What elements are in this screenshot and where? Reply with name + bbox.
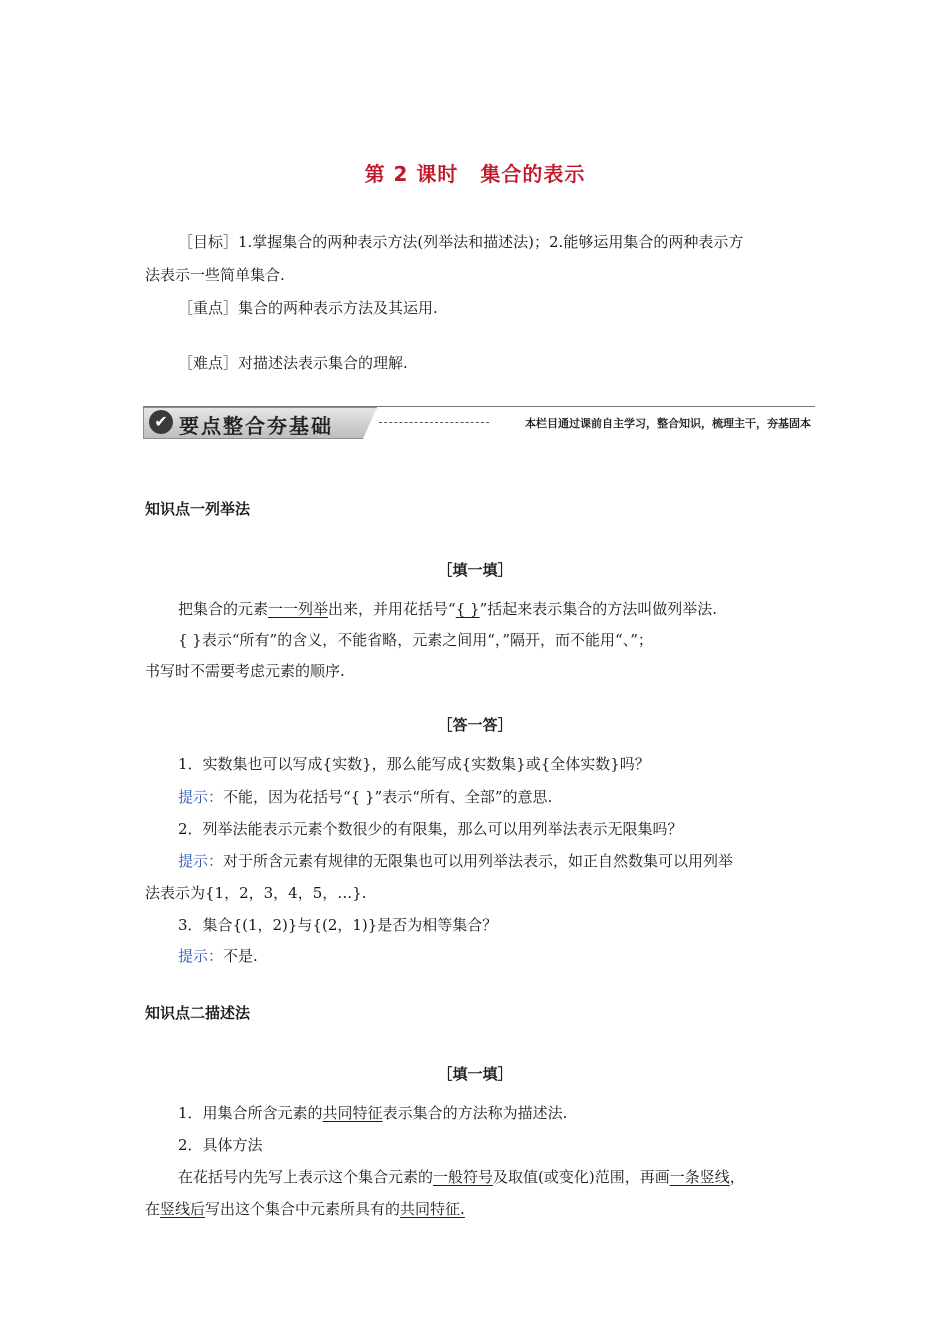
section-banner <box>143 405 815 439</box>
section1-fill-line-2: { }表示“所有”的含义，不能省略，元素之间用“，”隔开，而不能用“、”； <box>178 631 653 649</box>
answer-text: 不能，因为花括号“{ }”表示“所有、全部”的意思. <box>223 788 553 806</box>
difficulty: ［难点］对描述法表示集合的理解. <box>178 354 408 372</box>
section1-fill-line-1 <box>178 598 818 620</box>
text: ”括起来表示集合的方法叫做列举法. <box>479 600 718 618</box>
question-2: 2．列举法能表示元素个数很少的有限集，那么可以用列举法表示无限集吗？ <box>178 820 683 838</box>
section2-line-3 <box>178 1166 818 1188</box>
section1-fill-title: ［填一填］ <box>437 561 513 579</box>
title-lesson: 第 2 课时 <box>364 162 459 186</box>
section1-fill-line-3: 书写时不需要考虑元素的顺序. <box>145 662 345 680</box>
text: 及取值(或变化)范围，再画 <box>493 1168 670 1186</box>
banner-rule <box>143 406 815 407</box>
banner-label: 要点整合夯基础 <box>179 414 333 438</box>
title-topic: 集合的表示 <box>480 162 586 186</box>
check-icon: ✔ <box>149 410 173 434</box>
text: 1．用集合所含元素的 <box>178 1104 323 1122</box>
blank-answer: 共同特征 <box>322 1104 383 1122</box>
section2-line-1 <box>178 1102 818 1124</box>
section2-line-2: 2．具体方法 <box>178 1136 263 1154</box>
blank-answer: 一般符号 <box>433 1168 494 1186</box>
answer-2-cont: 法表示为{1，2，3，4，5，…}. <box>145 884 367 902</box>
section2-fill-title: ［填一填］ <box>437 1065 513 1083</box>
answer-text: 对于所含元素有规律的无限集也可以用列举法表示，如正自然数集可以用列举 <box>223 852 734 870</box>
text: 写出这个集合中元素所具有的 <box>205 1200 401 1218</box>
hint-label: 提示： <box>178 852 224 870</box>
blank-answer: 共同特征. <box>400 1200 465 1218</box>
goal-line-1: ［目标］1.掌握集合的两种表示方法(列举法和描述法)；2.能够运用集合的两种表示方 <box>178 233 744 251</box>
banner-dash <box>379 422 489 423</box>
text: 表示集合的方法称为描述法. <box>382 1104 568 1122</box>
question-1: 1．实数集也可以写成{实数}，那么能写成{实数集}或{全体实数}吗？ <box>178 755 650 773</box>
answer-1 <box>178 786 818 808</box>
hint-label: 提示： <box>178 788 224 806</box>
blank-answer: 一条竖线 <box>669 1168 730 1186</box>
section1-answer-title: ［答一答］ <box>437 716 513 734</box>
text: ， <box>729 1168 745 1186</box>
section2-heading: 知识点二描述法 <box>145 1004 251 1022</box>
text: 把集合的元素 <box>178 600 269 618</box>
section1-heading: 知识点一列举法 <box>145 500 251 518</box>
text: 出来，并用花括号“ <box>328 600 456 618</box>
text: 在花括号内先写上表示这个集合元素的 <box>178 1168 434 1186</box>
blank-answer: 竖线后 <box>160 1200 206 1218</box>
blank-answer: 一一列举 <box>268 600 329 618</box>
blank-answer: { } <box>455 600 480 618</box>
question-3: 3．集合{(1，2)}与{(2，1)}是否为相等集合？ <box>178 916 498 934</box>
key-point: ［重点］集合的两种表示方法及其运用. <box>178 299 438 317</box>
section2-line-4 <box>145 1198 815 1220</box>
hint-label: 提示： <box>178 947 224 965</box>
goal-line-2: 法表示一些简单集合. <box>145 266 285 284</box>
answer-3 <box>178 945 818 967</box>
answer-2 <box>178 850 818 872</box>
page-title <box>0 158 950 187</box>
text: 在 <box>145 1200 161 1218</box>
banner-note: 本栏目通过课前自主学习，整合知识，梳理主干，夯基固本 <box>525 417 811 430</box>
answer-text: 不是. <box>223 947 258 965</box>
